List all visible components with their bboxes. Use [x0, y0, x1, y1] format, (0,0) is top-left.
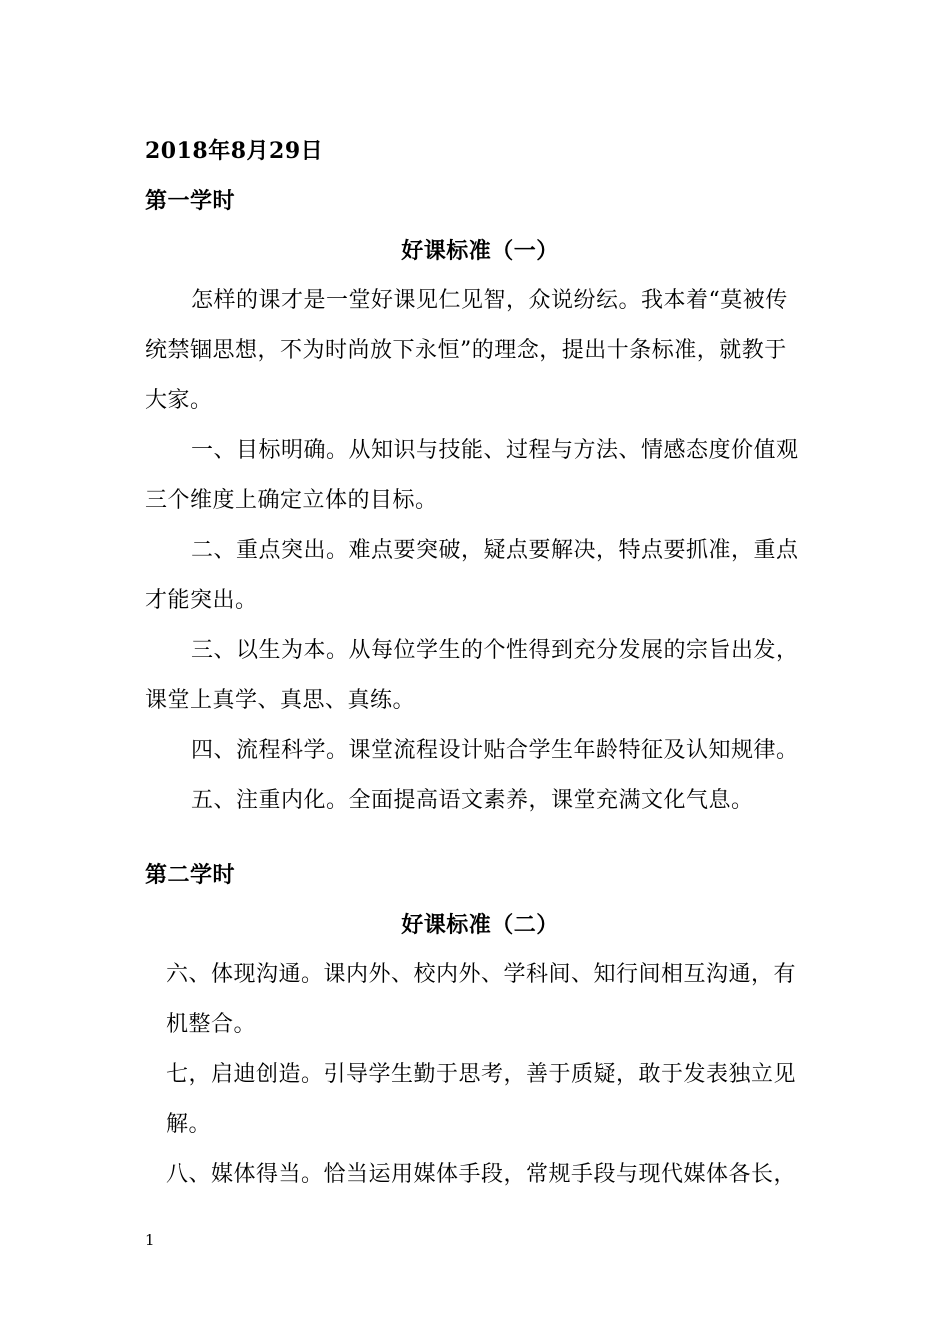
document-date: 2018年8月29日 — [145, 138, 324, 164]
standard-1-line-1: 一、目标明确。从知识与技能、过程与方法、情感态度价值观 — [191, 438, 799, 463]
section-2-title: 好课标准（二） — [401, 912, 559, 938]
intro-line-3: 大家。 — [145, 388, 213, 413]
standard-8-line-1: 八、媒体得当。恰当运用媒体手段，常规手段与现代媒体各长， — [166, 1162, 797, 1187]
intro-line-2: 统禁锢思想，不为时尚放下永恒”的理念，提出十条标准，就教于 — [145, 338, 787, 363]
standard-5-line-1: 五、注重内化。全面提高语文素养，课堂充满文化气息。 — [191, 788, 754, 813]
standard-4-line-1: 四、流程科学。课堂流程设计贴合学生年龄特征及认知规律。 — [191, 738, 799, 763]
section-2-heading: 第二学时 — [145, 862, 236, 888]
standard-1-line-2: 三个维度上确定立体的目标。 — [145, 488, 438, 513]
standard-3-line-2: 课堂上真学、真思、真练。 — [145, 688, 416, 713]
standard-2-line-1: 二、重点突出。难点要突破，疑点要解决，特点要抓准，重点 — [191, 538, 799, 563]
standard-2-line-2: 才能突出。 — [145, 588, 258, 613]
intro-line-1: 怎样的课才是一堂好课见仁见智，众说纷纭。我本着“莫被传 — [191, 288, 788, 313]
page-number: 1 — [145, 1231, 155, 1249]
standard-6-line-1: 六、体现沟通。课内外、校内外、学科间、知行间相互沟通，有 — [166, 962, 797, 987]
standard-7-line-2: 解。 — [166, 1112, 212, 1137]
standard-7-line-1: 七，启迪创造。引导学生勤于思考，善于质疑，敢于发表独立见 — [166, 1062, 797, 1087]
section-1-title: 好课标准（一） — [401, 238, 559, 264]
section-1-heading: 第一学时 — [145, 188, 236, 214]
standard-3-line-1: 三、以生为本。从每位学生的个性得到充分发展的宗旨出发， — [191, 638, 799, 663]
standard-6-line-2: 机整合。 — [166, 1012, 257, 1037]
